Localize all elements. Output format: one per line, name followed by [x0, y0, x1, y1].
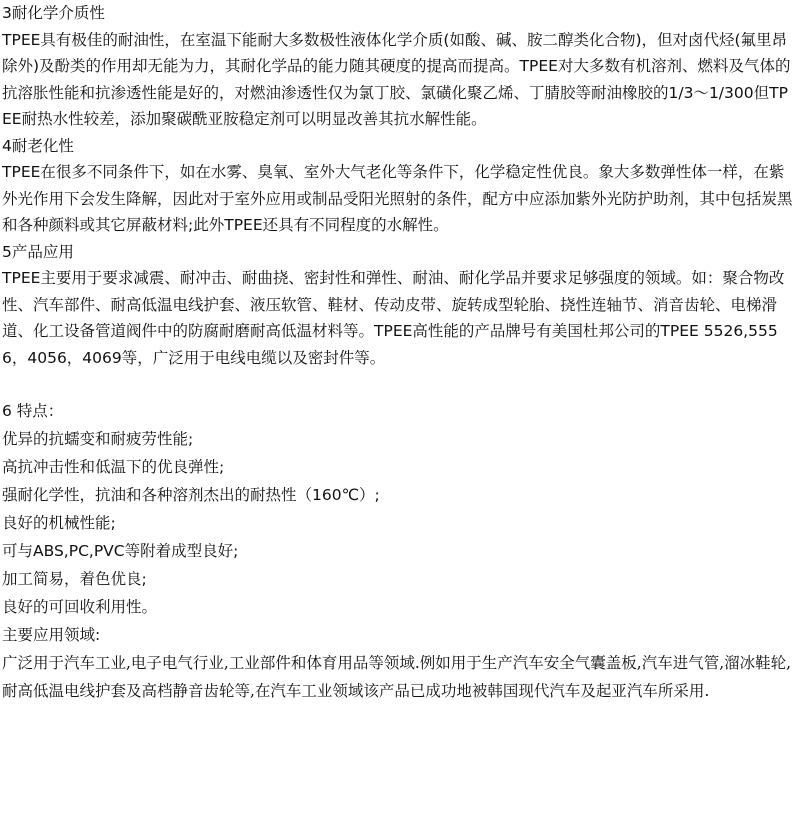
feature-item: 强耐化学性，抗油和各种溶剂杰出的耐热性（160℃）; — [2, 486, 380, 504]
feature-item: 高抗冲击性和低温下的优良弹性; — [2, 458, 225, 476]
main-applications-paragraph: 广泛用于汽车工业,电子电气行业,工业部件和体育用品等领域.例如用于生产汽车安全气囊盖板,汽车进气管,溜冰鞋轮,耐高低温电线护套及高档静音齿轮等,在汽车工业领域该产品已成功地被韩国现代汽车及起亚汽车所采用. — [2, 654, 792, 700]
paragraph-chemical-resistance: TPEE具有极佳的耐油性，在室温下能耐大多数极性液体化学介质(如酸、碱、胺二醇类化合物)，但对卤代烃(氟里昂除外)及酚类的作用却无能为力，其耐化学品的能力随其硬度的提高而提高。TPEE对大多数有机溶剂、燃料及气体的抗溶胀性能和抗渗透性能是好的，对燃油渗透性仅为氯丁胶、氯磺化聚乙烯、丁腈胶等耐油橡胶的1/3～1/300但TPEE耐热水性较差，添加聚碳酰亚胺稳定剂可以明显改善其抗水解性能。 — [2, 30, 791, 128]
blank-line — [2, 371, 796, 397]
article-body — [2, 0, 796, 705]
feature-item: 良好的可回收利用性。 — [2, 598, 158, 616]
feature-item: 加工简易，着色优良; — [2, 570, 147, 588]
paragraph-applications: TPEE主要用于要求减震、耐冲击、耐曲挠、密封性和弹性、耐油、耐化学品并要求足够强度的领域。如：聚合物改性、汽车部件、耐高低温电线护套、液压软管、鞋材、传动皮带、旋转成型轮胎、挠性连轴节、消音齿轮、电梯滑道、化工设备管道阀件中的防腐耐磨耐高低温材料等。TPEE高性能的产品牌号有美国杜邦公司的TPEE 5526,5556，4056，4069等，广泛用于电线电缆以及密封件等。 — [2, 269, 785, 367]
main-applications-heading: 主要应用领域: — [2, 626, 101, 644]
feature-item: 优异的抗蠕变和耐疲劳性能; — [2, 430, 194, 448]
feature-item: 良好的机械性能; — [2, 514, 116, 532]
section-heading-aging-resistance: 4耐老化性 — [2, 136, 74, 155]
section-heading-applications: 5产品应用 — [2, 242, 74, 261]
paragraph-aging-resistance: TPEE在很多不同条件下，如在水雾、臭氧、室外大气老化等条件下，化学稳定性优良。象大多数弹性体一样，在紫外光作用下会发生降解，因此对于室外应用或制品受阳光照射的条件，配方中应添加紫外光防护助剂，其中包括炭黑和各种颜料或其它屏蔽材料;此外TPEE还具有不同程度的水解性。 — [2, 163, 793, 234]
feature-item: 可与ABS,PC,PVC等附着成型良好; — [2, 542, 239, 560]
section-heading-features: 6 特点： — [2, 402, 64, 420]
section-heading-chemical-resistance: 3耐化学介质性 — [2, 4, 105, 22]
